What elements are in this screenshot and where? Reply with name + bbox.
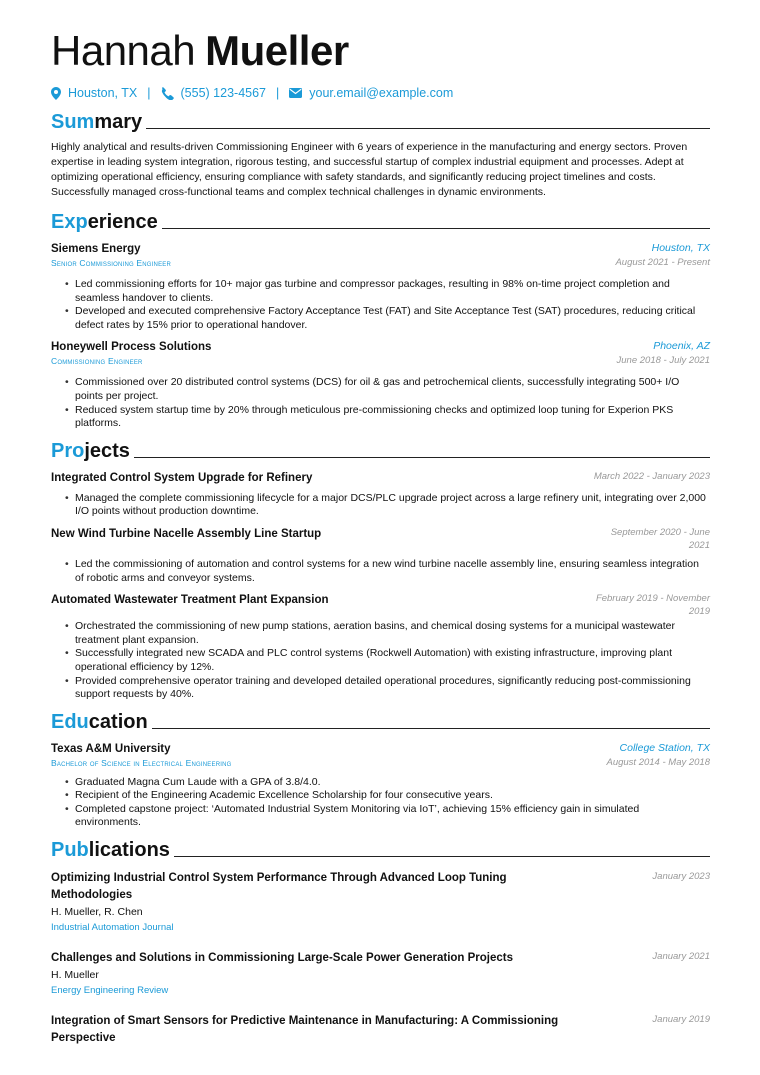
section-rule [146, 128, 710, 129]
contact-separator: | [147, 86, 151, 100]
bullet-item: • Reduced system startup time by 20% through meticulous pre-commissioning checks and optimized loop tuning for Experion PKS platforms. [75, 404, 710, 431]
job-title: Senior Commissioning Engineer [51, 258, 172, 268]
projects-heading-rest: jects [84, 439, 130, 462]
projects-heading-accent: Pro [51, 439, 85, 462]
publication-authors: H. Mueller [51, 969, 99, 982]
contact-separator: | [276, 86, 280, 100]
project-dates: February 2019 - November 2019 [595, 593, 710, 618]
summary-heading-rest: mary [94, 111, 143, 133]
location-text: Houston, TX [68, 86, 138, 100]
bullet-item: • Led commissioning efforts for 10+ major gas turbine and compressor packages, resulting in 98% on-time project completion and seamless handover to clients. [75, 278, 710, 305]
experience-heading-accent: Exp [51, 211, 88, 233]
employer-name: Siemens Energy [51, 243, 141, 255]
bullet-item: • Successfully integrated new SCADA and PLC control systems (Rockwell Automation) with existing infrastructure, improving plant operational efficiency by 12%. [75, 647, 710, 674]
summary-text: Highly analytical and results-driven Commissioning Engineer with 6 years of experience in the manufacturing and energy sectors. Proven expertise in leading system integration, rigorous testing, and successful startup of complex industrial equipment and processes. Adept at optimizing operational efficiency, ensuring compliance with safety standards, and significantly reducing project timelines and costs. Successfully managed cross-functional teams and complex technical challenges in dynamic environments. [51, 141, 688, 198]
bullet-list [51, 776, 710, 830]
experience-entry [51, 241, 710, 332]
summary-heading [51, 108, 710, 134]
publication-date: January 2021 [652, 951, 710, 963]
degree: Bachelor of Science in Electrical Engineering [51, 757, 232, 768]
bullet-item: • Managed the complete commissioning lifecycle for a major DCS/PLC upgrade project across a large refinery unit, integrating over 2,000 I/O points without production downtime. [75, 492, 710, 519]
publication-title: Challenges and Solutions in Commissioning Large-Scale Power Generation Projects [51, 952, 514, 965]
publication-journal: Energy Engineering Review [51, 985, 169, 997]
contact-location [51, 86, 137, 100]
bullet-list [51, 376, 710, 430]
contact-bar [51, 82, 710, 104]
education-heading [51, 708, 710, 734]
candidate-name [51, 0, 710, 76]
section-rule [174, 856, 710, 857]
contact-phone[interactable] [161, 86, 266, 100]
project-dates: March 2022 - January 2023 [593, 470, 710, 482]
bullet-list [51, 620, 710, 702]
publication-date: January 2023 [652, 871, 710, 883]
bullet-item: • Provided comprehensive operator training and developed detailed operational procedures, significantly reducing post-commissioning support requests by 40%. [75, 675, 710, 702]
bullet-item: • Orchestrated the commissioning of new pump stations, aeration basins, and chemical dosing systems for a municipal wastewater treatment plant expansion. [75, 620, 710, 647]
project-dates: September 2020 - June 2021 [610, 526, 710, 551]
experience-entry [51, 339, 710, 430]
section-rule [152, 728, 710, 729]
project-entry [51, 526, 710, 585]
section-rule [162, 228, 710, 229]
experience-heading-rest: erience [87, 211, 158, 233]
job-dates: August 2021 - Present [615, 257, 710, 268]
envelope-icon [289, 88, 302, 98]
bullet-list [51, 558, 710, 585]
publications-heading-rest: lications [88, 839, 170, 862]
project-entry [51, 470, 710, 519]
school-name: Texas A&M University [51, 742, 171, 755]
publication-title: Optimizing Industrial Control System Performance Through Advanced Loop Tuning Methodologies [51, 872, 507, 902]
experience-heading [51, 208, 710, 234]
publication-title: Integration of Smart Sensors for Predictive Maintenance in Manufacturing: A Commissioning Perspective [51, 1015, 559, 1045]
employer-name: Honeywell Process Solutions [51, 341, 212, 354]
contact-email[interactable] [289, 86, 453, 100]
bullet-item: • Developed and executed comprehensive Factory Acceptance Test (FAT) and Site Acceptance Test (SAT) procedures, reducing critical defect rates by 15% prior to operational handover. [75, 305, 710, 332]
section-rule [134, 457, 710, 458]
bullet-item: • Completed capstone project: ‘Automated Industrial System Monitoring via IoT’, achieving 15% efficiency gain in simulated environments. [75, 803, 710, 830]
school-location: College Station, TX [619, 741, 710, 754]
publications-heading [51, 836, 710, 862]
publication-entry [51, 870, 710, 936]
bullet-item: • Recipient of the Engineering Academic Excellence Scholarship for four consecutive years. [75, 789, 710, 803]
bullet-item: • Commissioned over 20 distributed control systems (DCS) for oil & gas and petrochemical clients, successfully integrating 500+ I/O points per project. [75, 376, 710, 403]
bullet-list [51, 278, 710, 332]
project-title: New Wind Turbine Nacelle Assembly Line Startup [51, 527, 322, 540]
job-dates: June 2018 - July 2021 [616, 355, 710, 367]
summary-heading-accent: Sum [51, 111, 95, 133]
first-name: Hannah [51, 27, 196, 74]
project-title: Automated Wastewater Treatment Plant Expansion [51, 594, 329, 607]
education-heading-accent: Edu [51, 710, 89, 733]
publication-journal: Industrial Automation Journal [51, 922, 174, 934]
project-entry [51, 592, 710, 702]
bullet-item: • Graduated Magna Cum Laude with a GPA of 3.8/4.0. [75, 776, 710, 790]
publications-heading-accent: Pub [51, 839, 89, 862]
publication-entry [51, 1013, 710, 1047]
publication-entry [51, 950, 710, 999]
job-title: Commissioning Engineer [51, 356, 143, 367]
map-pin-icon [51, 87, 61, 100]
job-location: Phoenix, AZ [653, 340, 710, 353]
job-location: Houston, TX [651, 242, 710, 254]
publication-authors: H. Mueller, R. Chen [51, 906, 143, 919]
email-text: your.email@example.com [309, 86, 454, 100]
last-name: Mueller [205, 27, 349, 74]
projects-heading [51, 437, 710, 463]
phone-icon [161, 87, 174, 100]
bullet-item: • Led the commissioning of automation and control systems for a new wind turbine nacelle assembly line, ensuring seamless integration of robotic arms and conveyor systems. [75, 558, 710, 585]
bullet-list [51, 492, 710, 519]
project-title: Integrated Control System Upgrade for Refinery [51, 471, 313, 484]
education-heading-rest: cation [88, 710, 148, 733]
publication-date: January 2019 [652, 1014, 710, 1026]
education-entry [51, 741, 710, 830]
phone-text: (555) 123-4567 [180, 86, 266, 100]
school-dates: August 2014 - May 2018 [606, 756, 710, 768]
